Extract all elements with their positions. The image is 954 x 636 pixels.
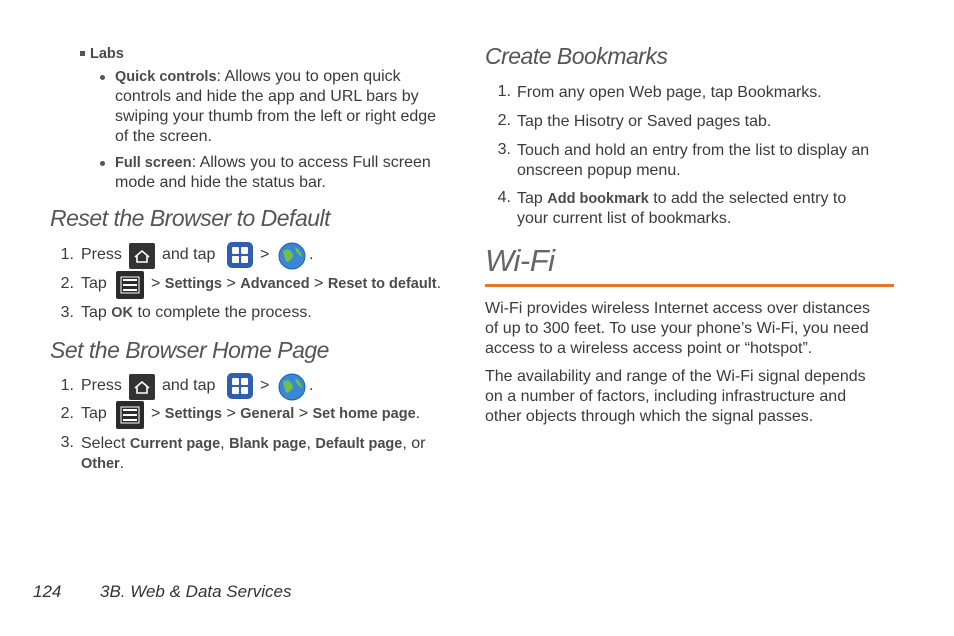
step-number: 2.	[60, 275, 74, 292]
home-icon	[129, 243, 155, 269]
bullet-icon	[100, 75, 105, 80]
bookmarks-step1: From any open Web page, tap Bookmarks.	[517, 84, 822, 101]
step-number: 4.	[497, 189, 511, 206]
reset-step2-path: > Settings > Advanced > Reset to default.	[151, 275, 442, 292]
browser-globe-icon	[277, 372, 307, 402]
home-step2-tap: Tap	[81, 405, 107, 422]
reset-section-title: Reset the Browser to Default	[50, 205, 331, 231]
bookmarks-step4: Tap Add bookmark to add the selected entry to your current list of bookmarks.	[517, 190, 847, 227]
bookmarks-section-title: Create Bookmarks	[485, 43, 668, 69]
labs-item-full-screen: Full screen: Allows you to access Full screen mode and hide the status bar.	[115, 154, 431, 191]
wifi-paragraph-2: The availability and range of the Wi-Fi signal depends on a number of factors, including infrastructure and other objects through which the signal passes.	[485, 368, 866, 425]
reset-step1-andtap: and tap	[162, 246, 216, 263]
home-step2-path: > Settings > General > Set home page.	[151, 405, 421, 422]
step-number: 2.	[497, 112, 511, 129]
home-step1-press: Press	[81, 377, 122, 394]
footer-section-name: 3B. Web & Data Services	[100, 582, 292, 601]
bookmarks-step3: Touch and hold an entry from the list to display an onscreen popup menu.	[517, 142, 870, 179]
reset-step1-end: .	[309, 246, 314, 263]
browser-globe-icon	[277, 241, 307, 271]
apps-grid-icon	[227, 242, 253, 268]
page-number: 124	[33, 582, 62, 601]
labs-item-quick-controls: Quick controls: Allows you to open quick controls and hide the app and URL bars by swiping your thumb from the left or right edge of the screen.	[115, 68, 437, 145]
home-step1-gt: >	[260, 377, 270, 394]
bullet-icon	[100, 161, 105, 166]
wifi-section-title: Wi-Fi	[485, 243, 555, 278]
square-bullet-icon	[80, 51, 85, 56]
reset-step2-tap: Tap	[81, 275, 107, 292]
reset-step3: Tap OK to complete the process.	[81, 304, 312, 321]
menu-icon	[116, 271, 144, 299]
wifi-paragraph-1: Wi-Fi provides wireless Internet access over distances of up to 300 feet. To use your phone’s Wi-Fi, you need access to a wireless access point or “hotspot”.	[485, 300, 871, 357]
apps-grid-icon	[227, 373, 253, 399]
home-step3: Select Current page, Blank page, Default page, or Other.	[81, 435, 426, 472]
reset-step1-gt: >	[260, 246, 270, 263]
reset-step1-press: Press	[81, 246, 122, 263]
step-number: 3.	[497, 141, 511, 158]
home-section-title: Set the Browser Home Page	[50, 337, 329, 363]
bookmarks-step2: Tap the Hisotry or Saved pages tab.	[517, 113, 772, 130]
menu-icon	[116, 401, 144, 429]
home-step1-end: .	[309, 377, 314, 394]
step-number: 1.	[60, 377, 74, 394]
step-number: 2.	[60, 405, 74, 422]
section-divider	[485, 284, 894, 287]
home-step1-andtap: and tap	[162, 377, 216, 394]
step-number: 3.	[60, 434, 74, 451]
step-number: 1.	[60, 246, 74, 263]
labs-heading: Labs	[80, 45, 124, 63]
step-number: 1.	[497, 83, 511, 100]
step-number: 3.	[60, 304, 74, 321]
home-icon	[129, 374, 155, 400]
